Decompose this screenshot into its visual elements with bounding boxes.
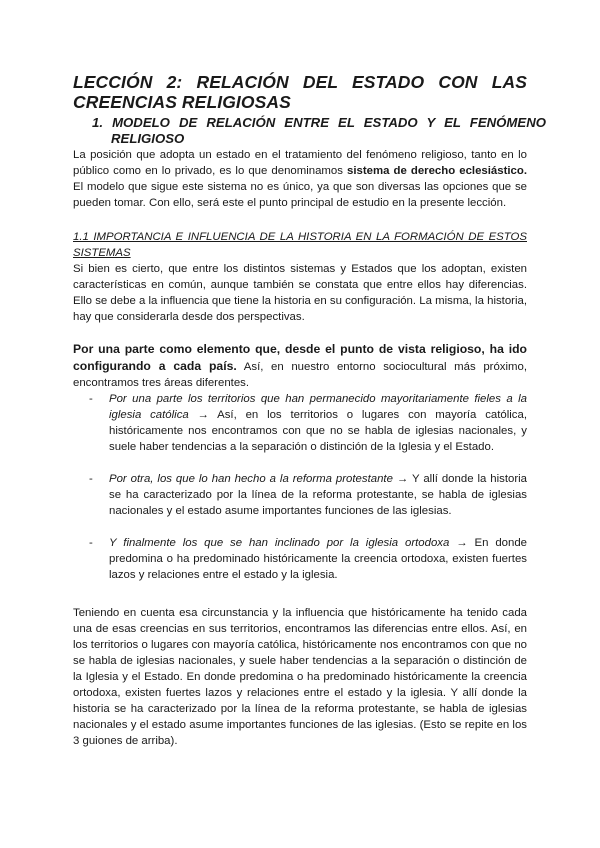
section-1-1-heading: 1.1 IMPORTANCIA E INFLUENCIA DE LA HISTORIA EN LA FORMACIÓN DE ESTOS SISTEMAS <box>73 231 527 259</box>
area-label: Y finalmente los que se han inclinado por la iglesia ortodoxa <box>109 537 450 549</box>
intro-text-2: El modelo que sigue este sistema no es único, ya que son diversas las opciones que se pueden tomar. Con ello, será este el punto principal de estudio en la presente lección. <box>73 181 527 209</box>
dash-bullet: - <box>89 537 93 549</box>
area-description: Y allí donde la historia se ha caracterizado por la línea de la reforma protestante, se habla de iglesias nacionales y el estado asume importantes funciones de las iglesias. <box>109 473 528 517</box>
arrow-glyph: → <box>188 409 218 421</box>
area-label: Por una parte los territorios que han permanecido mayoritariamente fieles a la iglesia católica <box>109 393 527 421</box>
area-label: Por otra, los que lo han hecho a la reforma protestante <box>109 473 393 485</box>
section-1-title <box>92 115 546 147</box>
summary-paragraph: Teniendo en cuenta esa circunstancia y la influencia que históricamente ha tenido cada una de esas creencias en sus territorios, encontramos las diferencias entre ellos. Así, en los territorios o lugares con mayoría católica, históricamente nos encontramos con que no se habla de iglesias nacionales, y suele haber tendencias a la separación o distinción de la Iglesia y el Estado. En donde predomina o ha predominado históricamente la creencia ortodoxa, existen fuertes lazos y relaciones entre el estado y la iglesia. Y allí donde la historia se ha caracterizado por la línea de la reforma protestante, se habla de iglesias nacionales y el estado asume importantes funciones de las iglesias. (Esto se repite en los 3 guiones de arriba). <box>73 607 527 747</box>
section-1-title-text: MODELO DE RELACIÓN ENTRE EL ESTADO Y EL FENÓMENO RELIGIOSO <box>111 115 546 146</box>
intro-bold-term: sistema de derecho eclesiástico. <box>347 165 527 177</box>
intro-text-1: La posición que adopta un estado en el tratamiento del fenómeno religioso, tanto en lo público como en lo privado, es lo que denominamos <box>73 149 527 177</box>
arrow-glyph: → <box>449 537 475 549</box>
intro-paragraph <box>73 147 527 211</box>
list-item <box>73 471 527 519</box>
area-description: Así, en los territorios o lugares con mayoría católica, históricamente nos encontramos con que no se habla de iglesias nacionales, y suele haber tendencias a la separación o distinción de la Iglesia y el Estado. <box>109 409 528 453</box>
perspective-rest: Así, en nuestro entorno sociocultural más próximo, encontramos tres áreas diferentes. <box>73 361 527 389</box>
list-item <box>73 535 527 583</box>
perspective-paragraph <box>73 341 527 391</box>
section-1-number: 1. <box>92 115 103 130</box>
lesson-title: LECCIÓN 2: RELACIÓN DEL ESTADO CON LAS CREENCIAS RELIGIOSAS <box>73 72 527 112</box>
list-item <box>73 391 527 455</box>
section-1-1-body: Si bien es cierto, que entre los distintos sistemas y Estados que los adoptan, existen características en común, aunque también se constata que entre ellos hay diferencias. Ello se debe a la influencia que tiene la historia en su configuración. La misma, la historia, hay que considerarla desde dos perspectivas. <box>73 263 527 323</box>
arrow-glyph: → <box>392 473 412 485</box>
dash-bullet: - <box>89 393 93 405</box>
dash-bullet: - <box>89 473 93 485</box>
document-page <box>73 72 546 749</box>
area-description: En donde predomina o ha predominado históricamente la creencia ortodoxa, existen fuertes lazos y relaciones entre el estado y la iglesia. <box>109 537 527 581</box>
areas-list <box>73 391 527 583</box>
perspective-bold: Por una parte como elemento que, desde el punto de vista religioso, ha ido configurando a cada país. <box>73 342 527 373</box>
